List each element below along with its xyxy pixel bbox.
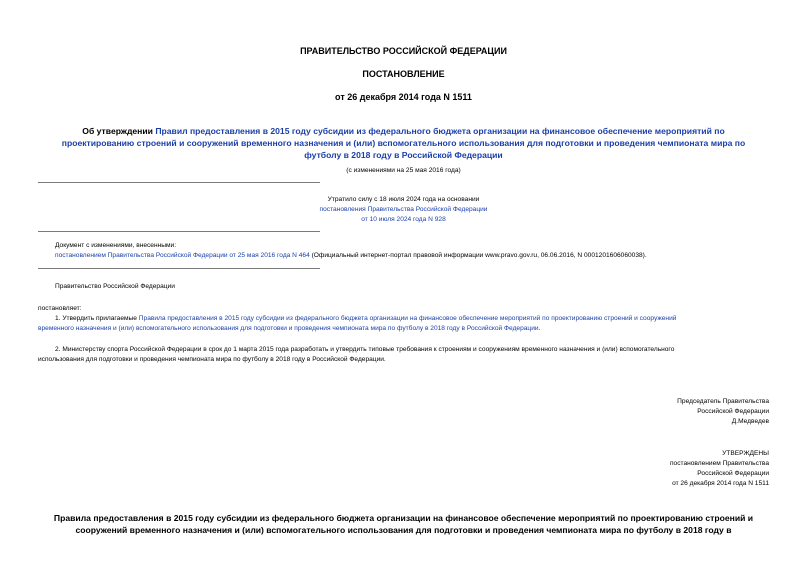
paragraph-2-line-1: 2. Министерству спорта Российской Федерации в срок до 1 марта 2015 года разработать и утвердить типовые требования к строениям и сооружениям временного назначения и (или) вспомогательного: [55, 346, 675, 353]
approval-heading: УТВЕРЖДЕНЫ: [722, 450, 769, 457]
rules-title-link-2[interactable]: проектированию строений и сооружений временного назначения и (или) вспомогательного использования для подготовки и проведения чемпионата мира по: [61, 138, 746, 148]
paragraph-1-line-1: [38, 314, 768, 324]
divider-bottom: [38, 268, 320, 269]
approval-line-2: постановлением Правительства: [669, 460, 769, 467]
rules-link-a[interactable]: Правила предоставления в 2015 году субсидии из федерального бюджета организации на финансовое обеспечение мероприятий по проектированию строений и сооружений: [138, 315, 677, 322]
expired-line: Утратило силу с 18 июля 2024 года на основании: [327, 196, 480, 203]
amendment-note: (с изменениями на 25 мая 2016 года): [346, 167, 461, 174]
expired-decree-link-1[interactable]: постановления Правительства Российской Федерации: [319, 206, 488, 213]
changes-source: (Официальный интернет-портал правовой информации www.pravo.gov.ru, 06.06.2016, N 0001201606060038).: [309, 252, 647, 259]
changes-label: Документ с изменениями, внесенными:: [55, 242, 177, 249]
paragraph-2-line-2: использования для подготовки и проведения чемпионата мира по футболу в 2018 году в Российской Федерации.: [38, 356, 386, 363]
paragraph-1: [38, 314, 768, 334]
document-title: [30, 125, 777, 161]
approval-line-4: от 26 декабря 2014 года N 1511: [672, 480, 769, 487]
signature-name: Д.Медведев: [731, 418, 769, 425]
approval-line-3: Российской Федерации: [697, 470, 769, 477]
amending-decree-link[interactable]: постановлением Правительства Российской Федерации от 25 мая 2016 года N 464: [55, 252, 310, 259]
divider-top: [38, 182, 320, 183]
title-line-1: [30, 125, 777, 137]
paragraph-1-line-2: [38, 324, 768, 334]
paragraph-1-prefix: 1. Утвердить прилагаемые: [55, 315, 139, 322]
expired-note: [0, 195, 807, 225]
rules-link-b[interactable]: временного назначения и (или) вспомогательного использования для подготовки и проведения чемпионата мира по футболу в 2018 году в Российской Федерации: [38, 325, 539, 332]
paragraph-2: [38, 345, 768, 365]
divider-middle: [38, 231, 320, 232]
rules-title-link-3[interactable]: футболу в 2018 году в Российской Федерации: [304, 150, 503, 160]
title-prefix: Об утверждении: [82, 126, 156, 136]
signature-block: [677, 397, 769, 427]
document-type-heading: ПОСТАНОВЛЕНИЕ: [362, 69, 445, 79]
decides: постановляет:: [38, 305, 82, 312]
approval-block: [670, 449, 769, 489]
signature-org: Российской Федерации: [697, 408, 769, 415]
expired-decree-link-2[interactable]: от 10 июля 2024 года N 928: [361, 216, 446, 223]
rules-title: [20, 512, 787, 536]
signature-title: Председатель Правительства: [677, 398, 769, 405]
changes-line: [55, 251, 795, 261]
document-date-number: от 26 декабря 2014 года N 1511: [335, 92, 472, 102]
paragraph-1-suffix: .: [538, 325, 541, 332]
title-line-3: [30, 149, 777, 161]
government-heading: ПРАВИТЕЛЬСТВО РОССИЙСКОЙ ФЕДЕРАЦИИ: [300, 46, 507, 56]
changes-note: [55, 241, 795, 261]
title-line-2: [30, 137, 777, 149]
rules-title-line-1: Правила предоставления в 2015 году субсидии из федерального бюджета организации на финансовое обеспечение мероприятий по проектированию строений и: [53, 513, 754, 523]
rules-title-link-1[interactable]: Правил предоставления в 2015 году субсидии из федерального бюджета организации на финансовое обеспечение мероприятий по: [155, 126, 725, 136]
rules-title-line-2: сооружений временного назначения и (или) вспомогательного использования для подготовки и проведения чемпионата мира по футболу в 2018 году в: [75, 525, 732, 535]
issuer: Правительство Российской Федерации: [55, 283, 175, 290]
